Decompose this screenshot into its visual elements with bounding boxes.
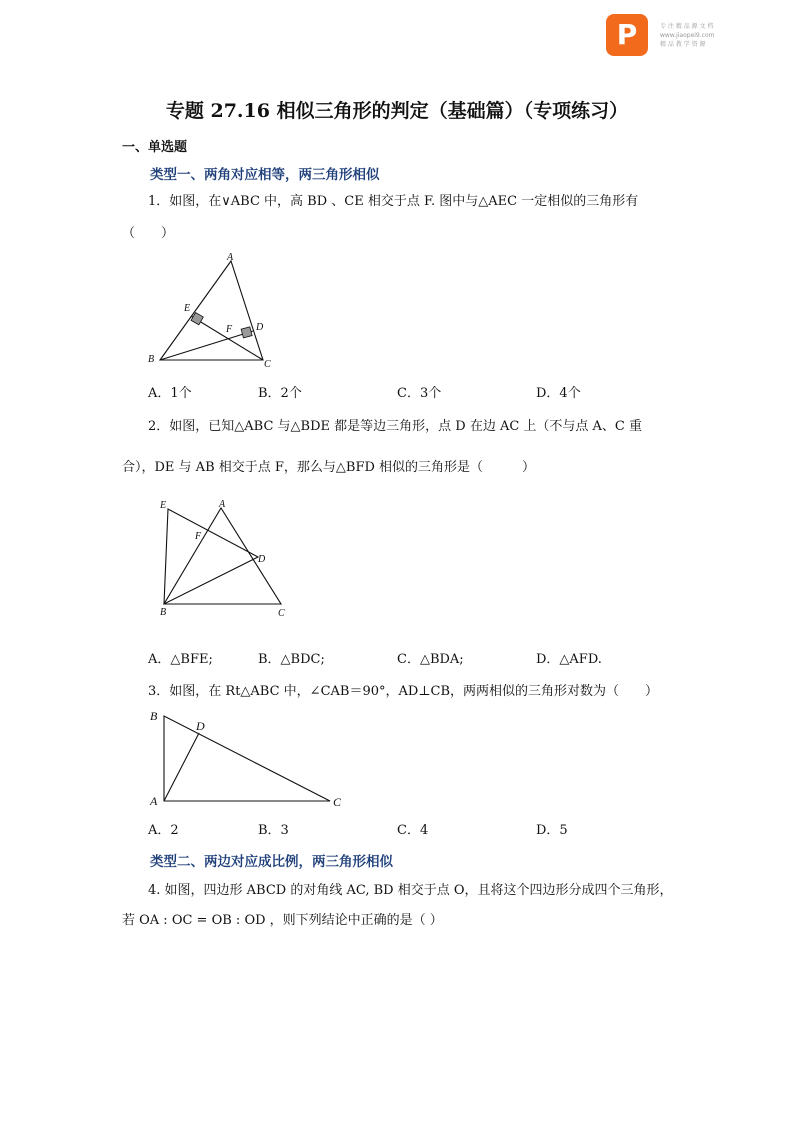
q1-label-f: F	[226, 324, 233, 335]
q2-text-line1: 2．如图，已知△ABC 与△BDE 都是等边三角形，点 D 在边 AC 上（不与点 A、C 重	[148, 419, 643, 434]
q2-label-d: D	[258, 554, 266, 565]
q4-text-line2: 若 OA : OC = OB : OD ，则下列结论中正确的是（ ）	[122, 913, 443, 928]
q3-altitude-ad	[164, 733, 199, 801]
q2-label-e: E	[160, 500, 167, 511]
watermark-line: 专 注 精 品 源 文 档	[660, 23, 714, 30]
q2-figure	[150, 495, 300, 620]
q2-option-b[interactable]: B．△BDC;	[258, 652, 325, 667]
q2-label-a: A	[219, 499, 226, 510]
q3-option-b[interactable]: B．3	[258, 823, 289, 838]
q4-text-line1: 4. 如图，四边形 ABCD 的对角线 AC, BD 相交于点 O，且将这个四边形分成四个三角形，	[148, 883, 673, 898]
q1-label-c: C	[264, 359, 271, 370]
q1-altitude-ce	[191, 316, 263, 360]
q1-option-c[interactable]: C．3个	[397, 386, 442, 401]
q2-option-a[interactable]: A．△BFE;	[148, 652, 213, 667]
q1-bracket: （ ）	[122, 226, 175, 241]
q2-option-d[interactable]: D．△AFD.	[536, 652, 602, 667]
q3-text: 3．如图，在 Rt△ABC 中，∠CAB＝90°，AD⊥CB，两两相似的三角形对数为（ ）	[148, 684, 659, 699]
q3-label-a: A	[150, 794, 158, 808]
q1-triangle-abc	[160, 261, 263, 360]
q1-option-b[interactable]: B．2个	[258, 386, 302, 401]
q1-option-a[interactable]: A．1个	[148, 386, 192, 401]
q2-text-line2: 合），DE 与 AB 相交于点 F，那么与△BFD 相似的三角形是（ ）	[122, 460, 536, 475]
q1-label-e: E	[184, 303, 191, 314]
watermark-line: www.jiaopei9.com	[660, 32, 715, 39]
q2-triangle-bde	[164, 509, 258, 604]
type1-heading: 类型一、两角对应相等，两三角形相似	[150, 167, 380, 183]
q1-right-angle-d	[241, 327, 252, 338]
watermark-line: 精 品 教 学 资 源	[660, 41, 706, 48]
logo-letter: P	[616, 18, 638, 51]
q3-option-d[interactable]: D．5	[536, 823, 568, 838]
q1-option-d[interactable]: D．4个	[536, 386, 581, 401]
q2-label-f: F	[195, 531, 202, 542]
q2-label-b: B	[160, 607, 167, 618]
q3-triangle-abc	[164, 716, 330, 801]
q1-label-a: A	[227, 252, 234, 263]
q3-label-b: B	[150, 709, 158, 723]
q3-label-c: C	[333, 795, 342, 809]
q1-label-d: D	[256, 322, 264, 333]
q3-option-a[interactable]: A．2	[148, 823, 179, 838]
watermark-text	[660, 22, 714, 49]
q1-text: 1．如图，在∨ABC 中，高 BD 、CE 相交于点 F. 图中与△AEC 一定相似的三角形有	[148, 194, 639, 209]
page-title: 专题 27.16 相似三角形的判定（基础篇）（专项练习）	[165, 100, 629, 122]
site-logo	[606, 14, 648, 56]
section-heading: 一、单选题	[122, 140, 188, 155]
q3-figure	[142, 706, 352, 811]
q2-label-c: C	[278, 608, 285, 619]
type2-heading: 类型二、两边对应成比例，两三角形相似	[150, 854, 393, 870]
q3-label-d: D	[196, 719, 205, 733]
q1-label-b: B	[148, 354, 155, 365]
q1-figure	[140, 250, 290, 375]
q3-option-c[interactable]: C．4	[397, 823, 429, 838]
q2-option-c[interactable]: C．△BDA;	[397, 652, 464, 667]
